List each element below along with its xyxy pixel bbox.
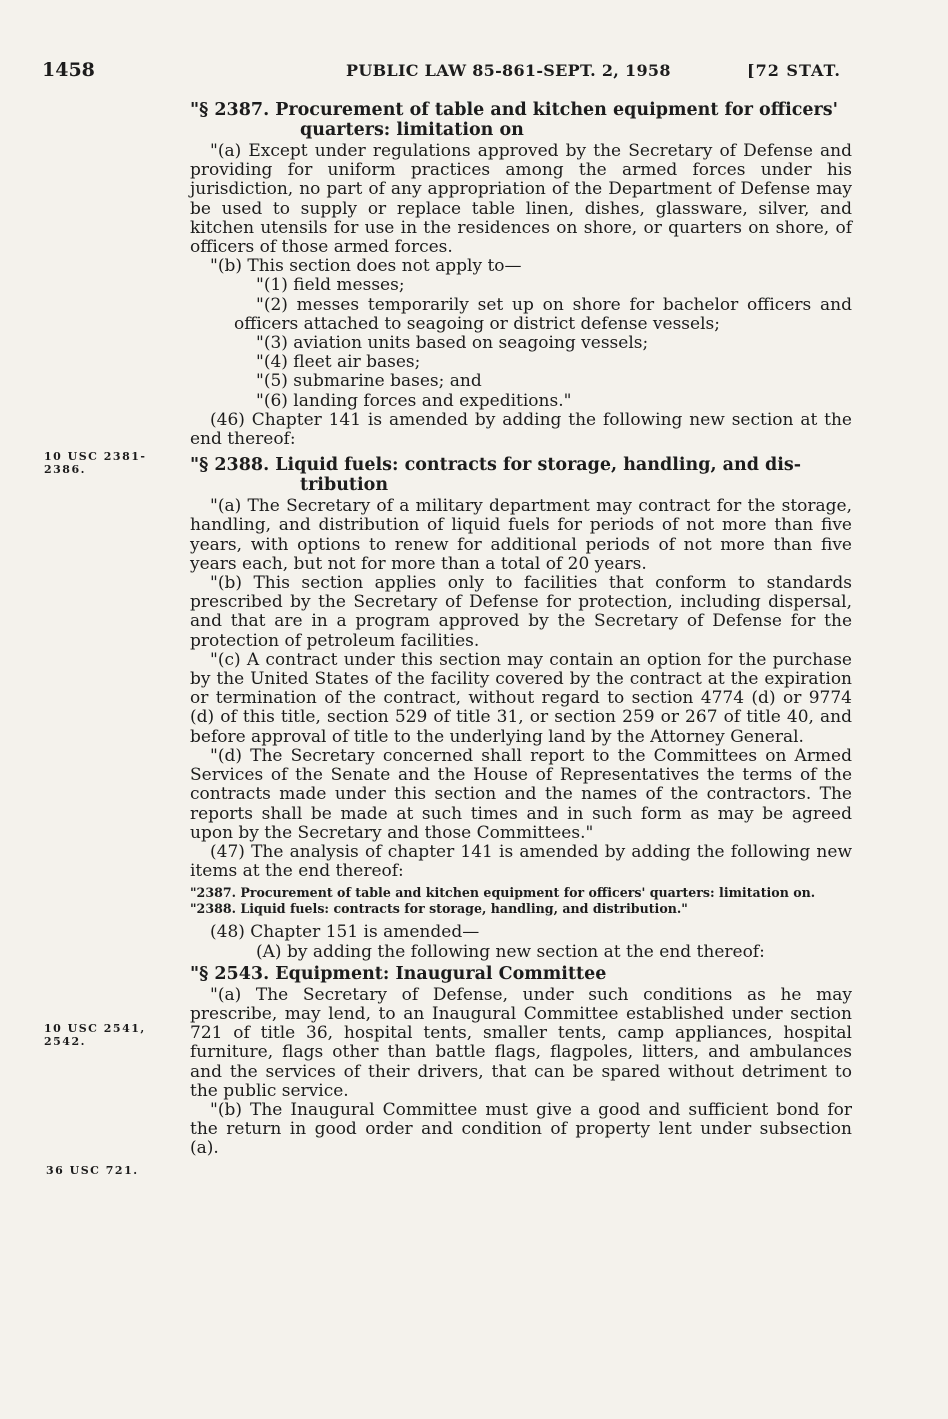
margin-note-usc-2381: 10 USC 2381- 2386. bbox=[44, 450, 147, 476]
statute-reference: [72 STAT. bbox=[747, 61, 841, 80]
list-item: "(6) landing forces and expeditions." bbox=[256, 390, 572, 411]
running-header bbox=[0, 59, 948, 89]
amendment-47: (47) The analysis of chapter 141 is amended by adding the following new items at the end thereof: bbox=[190, 841, 852, 882]
page-number: 1458 bbox=[42, 59, 95, 81]
list-item: "(4) fleet air bases; bbox=[256, 352, 421, 373]
section-2387-heading: "§ 2387. Procurement of table and kitchen equipment for officers' quarters: limitation on bbox=[190, 100, 838, 140]
chapter-analysis-list bbox=[190, 885, 852, 917]
analysis-item: "2388. Liquid fuels: contracts for storage, handling, and distribution." bbox=[190, 901, 688, 917]
amendment-48-a: (A) by adding the following new section at the end thereof: bbox=[256, 941, 765, 962]
section-2388-para-b: "(b) This section applies only to facilities that conform to standards prescribed by the Secretary of Defense for protection, including dispersal, and that are in a program approved by the Secretary of Defense for the protection of petroleum facilities. bbox=[190, 573, 852, 651]
section-2388-para-d: "(d) The Secretary concerned shall report to the Committees on Armed Services of the Senate and the House of Representatives the terms of the contracts made under this section and the names of the contractors. The reports shall be made at such times and in such form as may be agreed upon by the Secretary and those Committees." bbox=[190, 745, 852, 843]
section-2387-para-a: "(a) Except under regulations approved by the Secretary of Defense and providing for uniform practices among the armed forces under his jurisdiction, no part of any appropriation of the Department of Defense may be used to supply or replace table linen, dishes, glassware, silver, and kitchen utensils for use in the residences on shore, or quarters on shore, of officers of those armed forces. bbox=[190, 141, 852, 258]
section-2543-para-a: "(a) The Secretary of Defense, under such conditions as he may prescribe, may lend, to an Inaugural Committee established under section 721 of title 36, hospital tents, smaller tents, camp appliances, hospital furniture, flags other than battle flags, flagpoles, litters, and ambulances and the services of their drivers, that can be spared without detriment to the public service. bbox=[190, 984, 852, 1101]
list-item: "(2) messes temporarily set up on shore for bachelor officers and officers attached to seagoing or district defense vessels; bbox=[234, 294, 852, 334]
section-2388-heading: "§ 2388. Liquid fuels: contracts for storage, handling, and dis- tribution bbox=[190, 455, 802, 496]
section-2387-para-b: "(b) This section does not apply to— bbox=[210, 256, 522, 277]
header-title: PUBLIC LAW 85-861-SEPT. 2, 1958 bbox=[346, 61, 671, 80]
list-item: "(3) aviation units based on seagoing vessels; bbox=[256, 333, 649, 354]
section-2388-para-c: "(c) A contract under this section may contain an option for the purchase by the United States of the facility covered by the contract at the expiration or termination of the contract, without regard to section 4774 (d) or 9774 (d) of this title, section 529 of title 31, or section 259 or 267 of title 40, and before approval of title to the underlying land by the Attorney General. bbox=[190, 649, 852, 747]
margin-note-usc-721: 36 USC 721. bbox=[46, 1164, 139, 1177]
analysis-item: "2387. Procurement of table and kitchen equipment for officers' quarters: limitation on. bbox=[190, 885, 816, 901]
margin-note-usc-2541: 10 USC 2541, 2542. bbox=[44, 1022, 146, 1048]
list-item: "(1) field messes; bbox=[256, 275, 405, 296]
section-2543-para-b: "(b) The Inaugural Committee must give a good and sufficient bond for the return in good order and condition of property lent under subsection (a). bbox=[190, 1099, 852, 1159]
amendment-46: (46) Chapter 141 is amended by adding the following new section at the end thereof: bbox=[190, 409, 852, 450]
amendment-48: (48) Chapter 151 is amended— bbox=[210, 922, 480, 943]
section-2543-heading: "§ 2543. Equipment: Inaugural Committee bbox=[190, 963, 607, 984]
section-2388-para-a: "(a) The Secretary of a military department may contract for the storage, handling, and distribution of liquid fuels for periods of not more than five years, with options to renew for additional periods of not more than five years each, but not for more than a total of 20 years. bbox=[190, 496, 852, 574]
list-item: "(5) submarine bases; and bbox=[256, 371, 482, 392]
main-text bbox=[190, 100, 852, 1159]
